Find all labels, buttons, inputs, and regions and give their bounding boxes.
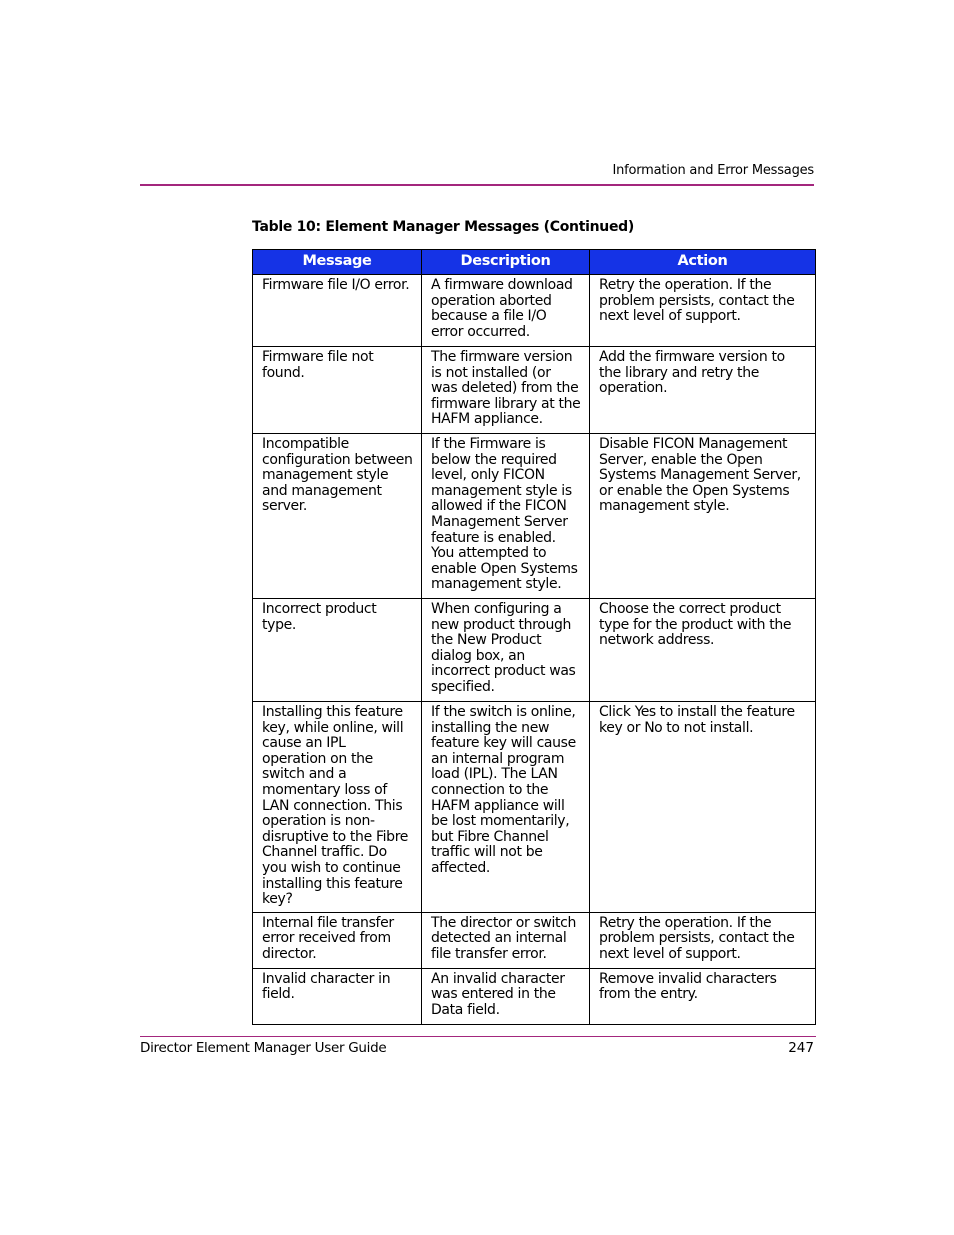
table-row: [253, 347, 816, 434]
column-header-action: Action: [590, 250, 816, 275]
table-caption: Table 10: Element Manager Messages (Continued): [252, 219, 634, 235]
running-head: Information and Error Messages: [612, 163, 814, 178]
cell-action: [590, 702, 816, 913]
cell-action: Retry the operation. If the problem persists, contact the next level of support.: [590, 275, 816, 347]
action-text: Click: [599, 704, 635, 720]
cell-message: Incorrect product type.: [253, 599, 422, 702]
table-header-row: [253, 250, 816, 275]
cell-action: Disable FICON Management Server, enable the Open Systems Management Server, or enable the Open Systems management style.: [590, 434, 816, 599]
cell-action: Retry the operation. If the problem persists, contact the next level of support.: [590, 912, 816, 968]
cell-description: An invalid character was entered in the Data field.: [422, 968, 590, 1024]
cell-description: When configuring a new product through the New Product dialog box, an incorrect product was specified.: [422, 599, 590, 702]
action-text: to install the feature key or: [599, 704, 795, 736]
cell-message: Internal file transfer error received from director.: [253, 912, 422, 968]
action-text: to not install.: [662, 719, 754, 736]
table-row: [253, 275, 816, 347]
table-row: [253, 599, 816, 702]
cell-action: Add the firmware version to the library and retry the operation.: [590, 347, 816, 434]
footer-guide-title: Director Element Manager User Guide: [140, 1040, 387, 1056]
footer-rule: [140, 1036, 816, 1037]
cell-message: Incompatible configuration between management style and management server.: [253, 434, 422, 599]
cell-action: Choose the correct product type for the product with the network address.: [590, 599, 816, 702]
cell-message: Firmware file I/O error.: [253, 275, 422, 347]
table-row: [253, 968, 816, 1024]
cell-description: If the Firmware is below the required level, only FICON management style is allowed if the FICON Management Server feature is enabled. You attempted to enable Open Systems management style.: [422, 434, 590, 599]
no-ui-term: No: [644, 719, 663, 736]
cell-message: Invalid character in field.: [253, 968, 422, 1024]
table-row: [253, 702, 816, 913]
cell-description: The director or switch detected an internal file transfer error.: [422, 912, 590, 968]
column-header-description: Description: [422, 250, 590, 275]
cell-description: The firmware version is not installed (or was deleted) from the firmware library at the HAFM appliance.: [422, 347, 590, 434]
page-number: 247: [788, 1040, 814, 1056]
cell-message: Installing this feature key, while online, will cause an IPL operation on the switch and a momentary loss of LAN connection. This operation is non-disruptive to the Fibre Channel traffic. Do you wish to continue installing this feature key?: [253, 702, 422, 913]
header-rule: [140, 184, 814, 186]
cell-action: Remove invalid characters from the entry.: [590, 968, 816, 1024]
yes-ui-term: Yes: [634, 704, 656, 720]
messages-table: [252, 249, 816, 1025]
table-row: [253, 434, 816, 599]
column-header-message: Message: [253, 250, 422, 275]
cell-description: A firmware download operation aborted because a file I/O error occurred.: [422, 275, 590, 347]
cell-message: Firmware file not found.: [253, 347, 422, 434]
cell-description: If the switch is online, installing the new feature key will cause an internal program load (IPL). The LAN connection to the HAFM appliance will be lost momentarily, but Fibre Channel traffic will not be affected.: [422, 702, 590, 913]
table-row: [253, 912, 816, 968]
